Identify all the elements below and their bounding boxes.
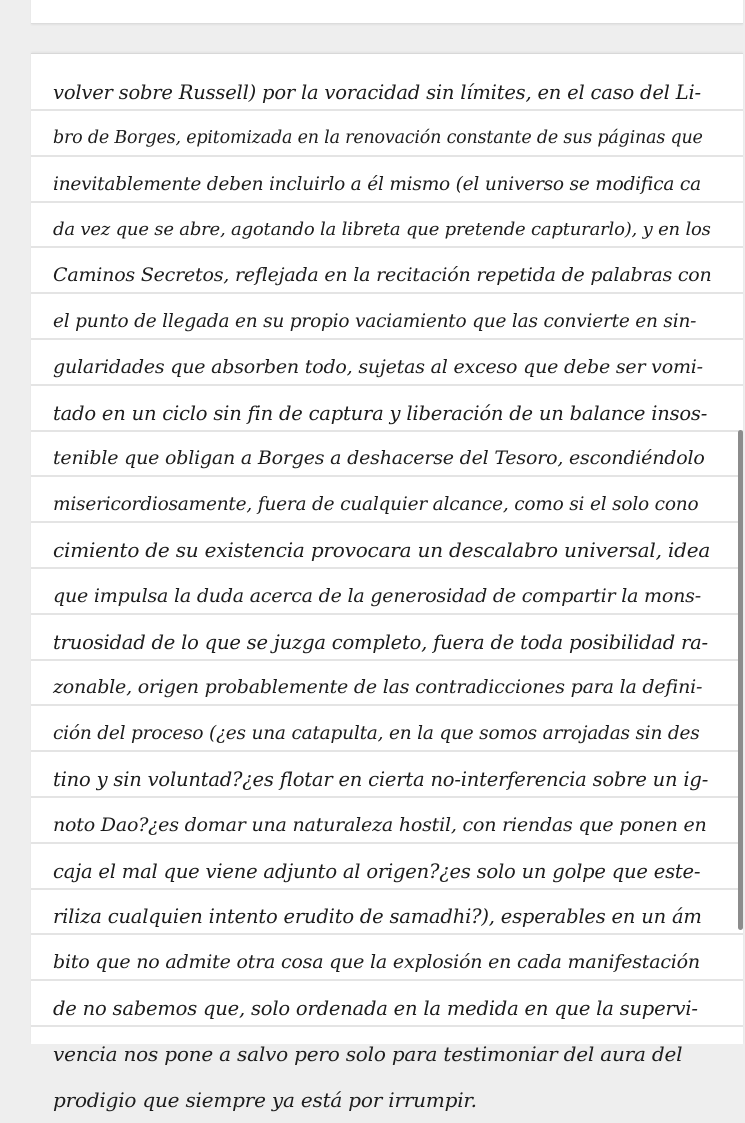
handwritten-line: inevitablemente deben incluirlo a él mismo (el universo se modifica ca [53,173,701,195]
handwritten-line: ción del proceso (¿es una catapulta, en la que somos arrojadas sin des [53,723,700,745]
handwritten-line: caja el mal que viene adjunto al origen?¿es solo un golpe que este- [53,859,701,883]
handwritten-line: gularidades que absorben todo, sujetas al exceso que debe ser vomi- [53,355,703,378]
handwritten-line: que impulsa la duda acerca de la generosidad de compartir la mons- [53,584,701,607]
handwritten-line: vencia nos pone a salvo pero solo para testimoniar del aura del [53,1041,683,1066]
handwritten-line: el punto de llegada en su propio vaciamiento que las convierte en sin- [53,310,697,332]
handwritten-line: tino y sin voluntad?¿es flotar en cierta no-interferencia sobre un ig- [53,767,709,791]
handwritten-line: prodigio que siempre ya está por irrumpir. [53,1087,477,1112]
handwritten-line: truosidad de lo que se juzga completo, fuera de toda posibilidad ra- [53,630,708,654]
handwritten-line: misericordiosamente, fuera de cualquier alcance, como si el solo cono [53,494,699,516]
handwritten-line: cimiento de su existencia provocara un descalabro universal, idea [53,537,711,562]
handwritten-line: bro de Borges, epitomizada en la renovación constante de sus páginas que [53,127,703,148]
handwritten-line: bito que no admite otra cosa que la explosión en cada manifestación [53,951,700,974]
handwritten-line: Caminos Secretos, reflejada en la recitación repetida de palabras con [53,264,712,287]
handwritten-line: riliza cualquien intento erudito de samadhi?), esperables en un ám [53,905,702,929]
handwritten-line: tado en un ciclo sin fin de captura y liberación de un balance insos- [53,401,708,425]
notebook-page[interactable] [31,53,743,1112]
handwritten-line: zonable, origen probablemente de las contradicciones para la defini- [53,676,703,699]
handwritten-line: de no sabemos que, solo ordenada en la medida en que la supervi- [53,996,698,1020]
handwritten-line: da vez que se abre, agotando la libreta que pretende capturarlo), y en los [53,219,711,241]
handwritten-line: noto Dao?¿es domar una naturaleza hostil, con riendas que ponen en [53,813,707,836]
handwritten-text [53,70,713,1123]
handwritten-line: tenible que obligan a Borges a deshacerse del Tesoro, escondiéndolo [53,447,705,470]
previous-page-edge[interactable] [31,0,743,24]
handwritten-line: volver sobre Russell) por la voracidad sin límites, en el caso del Li- [53,81,701,104]
vertical-scrollbar[interactable] [738,430,743,930]
